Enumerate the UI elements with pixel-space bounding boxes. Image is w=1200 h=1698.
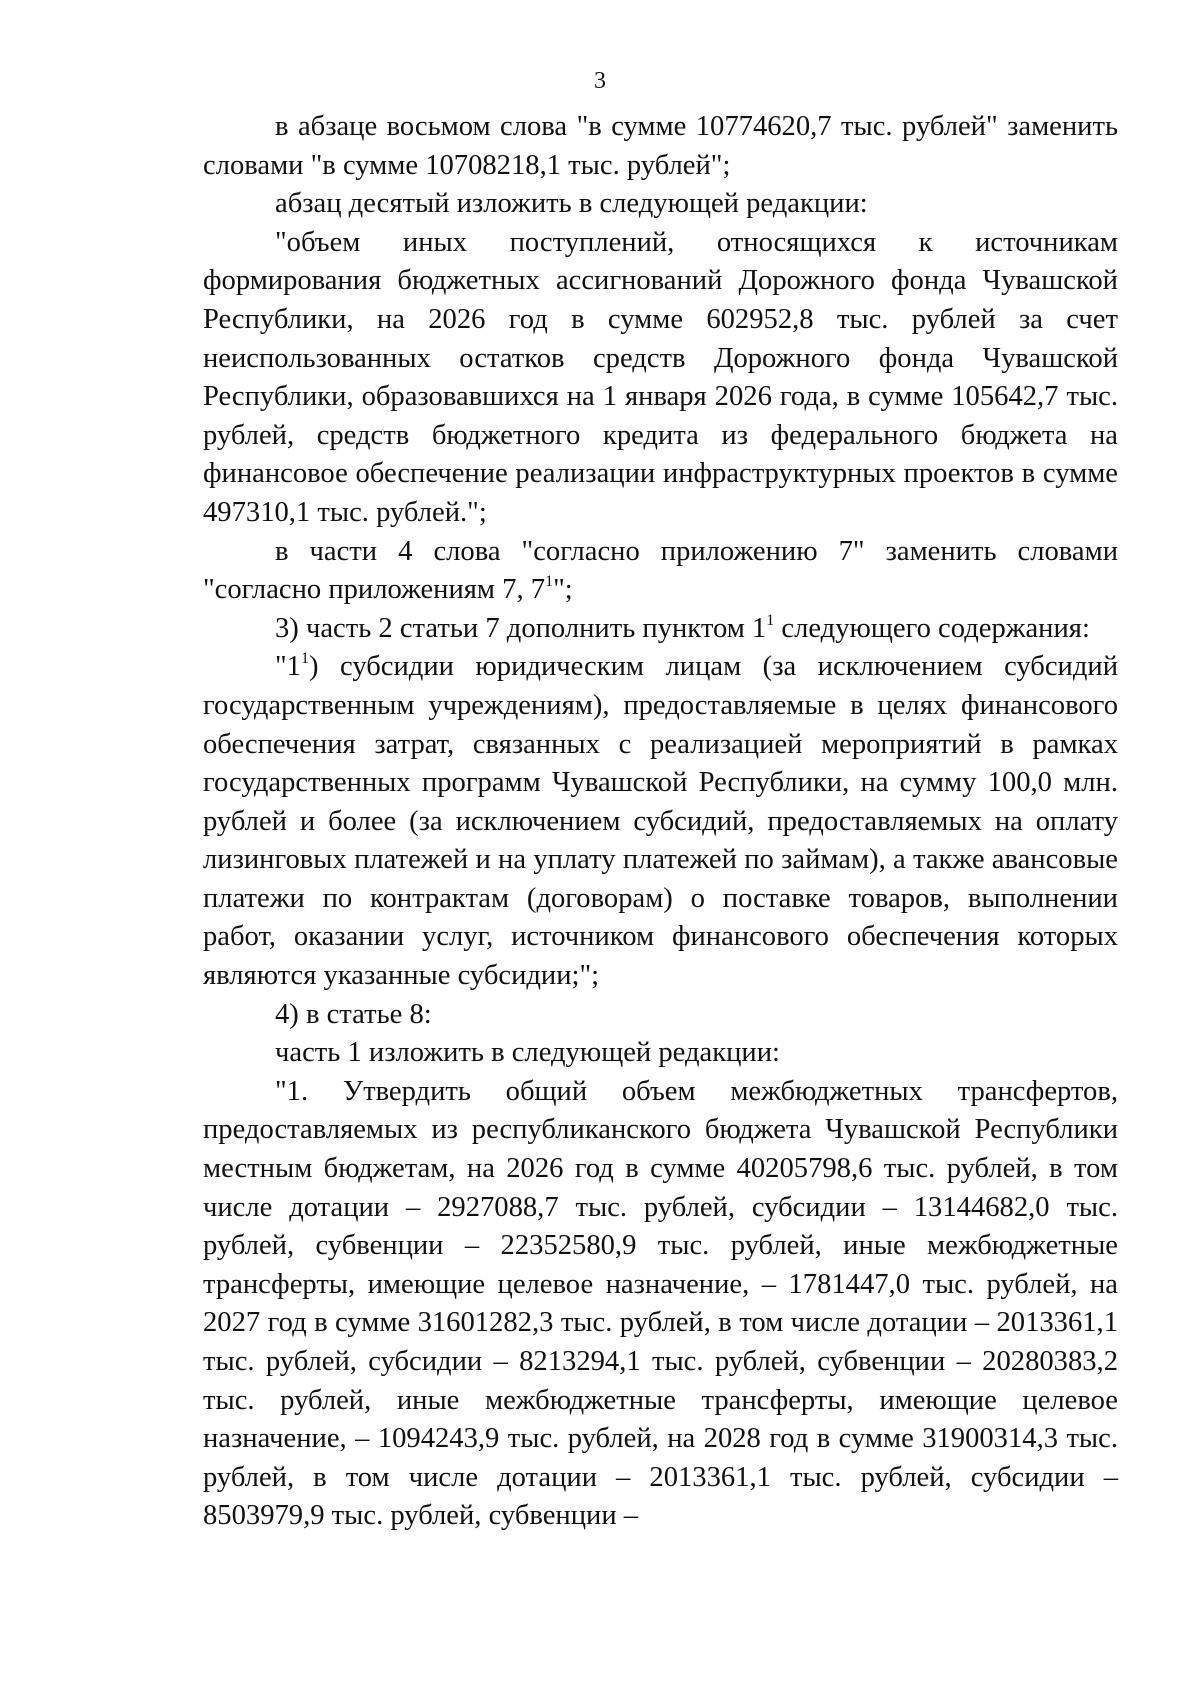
paragraph-text: "1: [275, 651, 301, 683]
paragraph-obem-inyh-postupleniy: "объем иных поступлений, относящихся к источникам формирования бюджетных ассигнований Дорожного фонда Чувашской Республики, на 2026 год в сумме 602952,8 тыс. рублей за счет неиспользованных остатков средств Дорожного фонда Чувашской Республики, образовавшихся на 1 января 2026 года, в сумме 105642,7 тыс. рублей, средств бюджетного кредита из федерального бюджета на финансовое обеспечение реализации инфраструктурных проектов в сумме 497310,1 тыс. рублей.";: [203, 226, 1118, 528]
document-body: [203, 108, 1118, 1536]
page-number: 3: [594, 68, 606, 94]
paragraph-item-3: [203, 610, 1118, 649]
superscript: 1: [300, 650, 309, 668]
paragraph-item-4: 4) в статье 8:: [275, 998, 432, 1030]
paragraph-chast-1: часть 1 изложить в следующей редакции:: [275, 1037, 780, 1069]
superscript: 1: [545, 573, 554, 591]
paragraph-abzats-vosmoy: в абзаце восьмом слова "в сумме 10774620,7 тыс. рублей" заменить словами "в сумме 10708218,1 тыс. рублей";: [203, 111, 1118, 181]
paragraph-text: ";: [553, 574, 573, 606]
paragraph-text: ) субсидии юридическим лицам (за исключением субсидий государственным учреждениям), предоставляемые в целях финансового обеспечения затрат, связанных с реализацией мероприятий в рамках государственных программ Чувашской Республики, на сумму 100,0 млн. рублей и более (за исключением субсидий, предоставляемых на оплату лизинговых платежей и на уплату платежей по займам), а также авансовые платежи по контрактам (договорам) о поставке товаров, выполнении работ, оказании услуг, источником финансового обеспечения которых являются указанные субсидии;";: [203, 651, 1118, 992]
superscript: 1: [766, 611, 775, 629]
paragraph-text: следующего содержания:: [774, 612, 1090, 644]
paragraph-text: в части 4 слова "согласно приложению 7" заменить словами "согласно приложениям 7, 7: [203, 535, 1118, 606]
paragraph-subsidii-punkt: [203, 648, 1118, 995]
paragraph-abzats-desyatyy: абзац десятый изложить в следующей редакции:: [275, 188, 868, 220]
paragraph-text: 3) часть 2 статьи 7 дополнить пунктом 1: [275, 612, 767, 644]
paragraph-mezhbyudzhetnye-transferty: "1. Утвердить общий объем межбюджетных трансфертов, предоставляемых из республиканского бюджета Чувашской Республики местным бюджетам, на 2026 год в сумме 40205798,6 тыс. рублей, в том числе дотации – 2927088,7 тыс. рублей, субсидии – 13144682,0 тыс. рублей, субвенции – 22352580,9 тыс. рублей, иные межбюджетные трансферты, имеющие целевое назначение, – 1781447,0 тыс. рублей, на 2027 год в сумме 31601282,3 тыс. рублей, в том числе дотации – 2013361,1 тыс. рублей, субсидии – 8213294,1 тыс. рублей, субвенции – 20280383,2 тыс. рублей, иные межбюджетные трансферты, имеющие целевое назначение, – 1094243,9 тыс. рублей, на 2028 год в сумме 31900314,3 тыс. рублей, в том числе дотации – 2013361,1 тыс. рублей, субсидии – 8503979,9 тыс. рублей, субвенции –: [203, 1075, 1118, 1532]
paragraph-chast-4: [203, 533, 1118, 610]
